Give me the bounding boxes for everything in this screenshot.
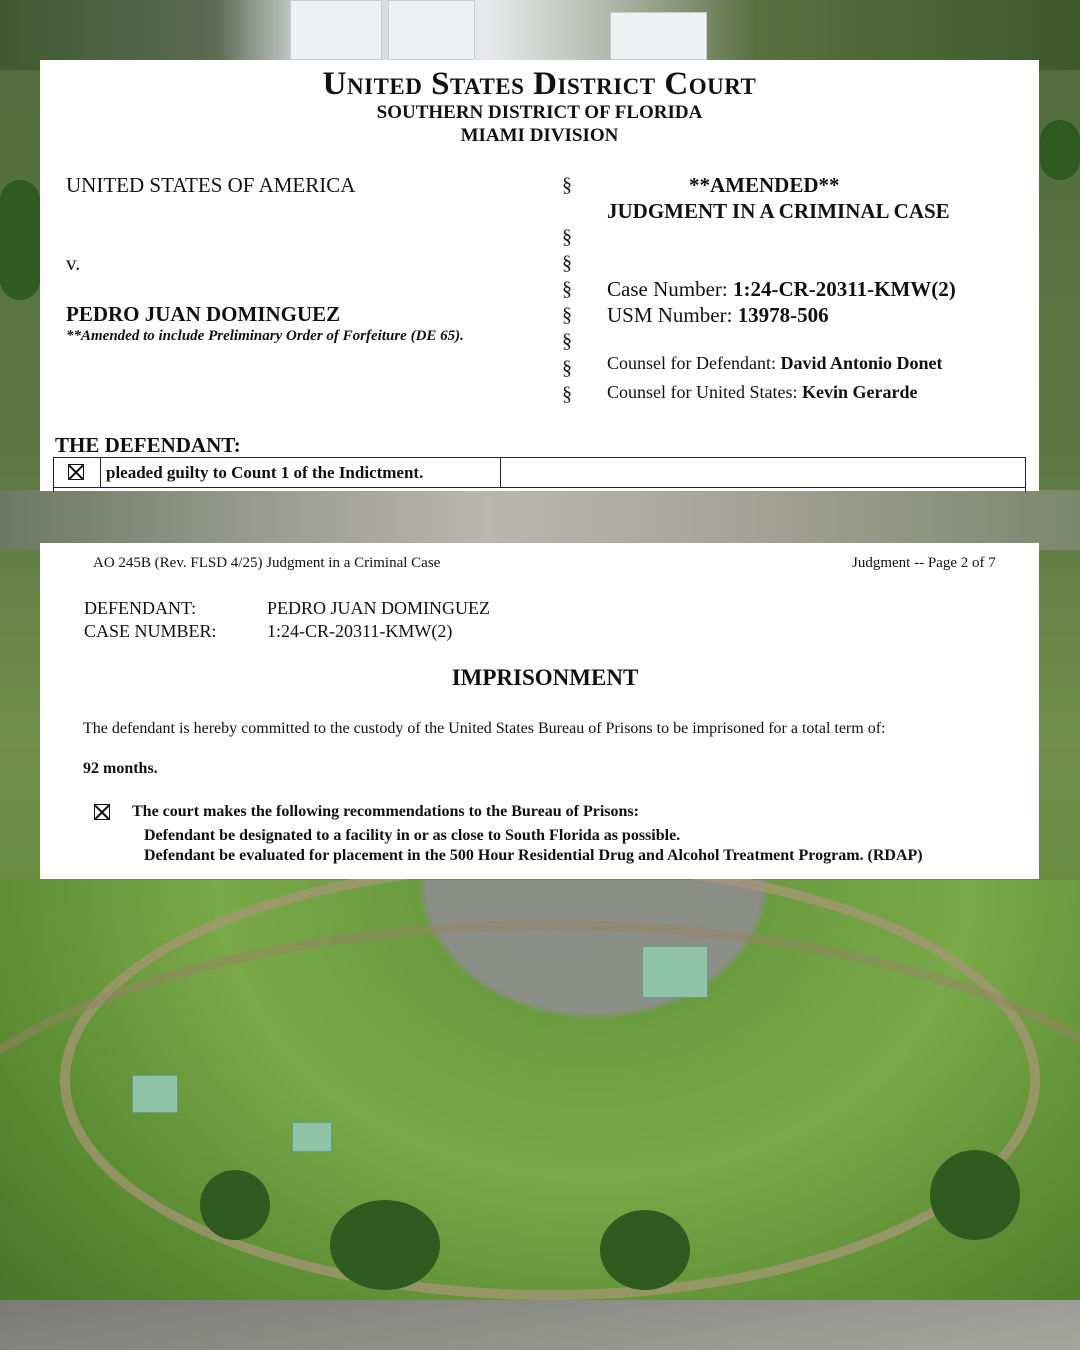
building xyxy=(610,12,707,60)
page-label: Judgment -- Page 2 of 7 xyxy=(852,555,996,571)
section-symbol: § xyxy=(562,330,572,352)
building xyxy=(388,0,475,60)
tree xyxy=(600,1210,690,1290)
plaza xyxy=(0,490,1080,550)
plea-table xyxy=(53,457,1026,492)
defendant-label: DEFENDANT: xyxy=(84,598,197,618)
section-title: IMPRISONMENT xyxy=(451,665,639,690)
counsel-us: Kevin Gerarde xyxy=(801,382,918,402)
section-symbol: § xyxy=(562,304,572,326)
case-number: 1:24-CR-20311-KMW(2) xyxy=(732,277,956,301)
form-header: AO 245B (Rev. FLSD 4/25) Judgment in a Criminal Case xyxy=(93,555,441,571)
recommendation-heading: The court makes the following recommendations to the Bureau of Prisons: xyxy=(132,803,639,820)
usm-number-label: USM Number: xyxy=(607,303,733,327)
section-symbol: § xyxy=(562,226,572,248)
checked-box-icon xyxy=(94,804,110,820)
shed xyxy=(642,946,708,998)
amended-label: **AMENDED** xyxy=(689,173,840,197)
plea-text-cell xyxy=(100,458,501,488)
recommendation-2: Defendant be evaluated for placement in the 500 Hour Residential Drug and Alcohol Treatment Program. (RDAP) xyxy=(144,847,923,864)
case-number-label: CASE NUMBER: xyxy=(84,621,217,641)
recommendation-1: Defendant be designated to a facility in or as close to South Florida as possible. xyxy=(144,827,681,844)
imprisonment-page xyxy=(40,543,1039,879)
plaintiff-name: UNITED STATES OF AMERICA xyxy=(66,173,356,197)
counsel-defendant-label: Counsel for Defendant: xyxy=(607,353,776,373)
shed xyxy=(132,1075,178,1113)
shed xyxy=(292,1122,332,1152)
defendant-name: PEDRO JUAN DOMINGUEZ xyxy=(66,302,341,326)
tree xyxy=(1040,120,1080,180)
tree xyxy=(330,1200,440,1290)
commitment-text: The defendant is hereby committed to the custody of the United States Bureau of Prisons to be imprisoned for a total term of: xyxy=(83,720,886,737)
case-number: 1:24-CR-20311-KMW(2) xyxy=(267,621,453,641)
tree xyxy=(200,1170,270,1240)
section-symbol: § xyxy=(562,278,572,300)
case-number-label: Case Number: xyxy=(607,277,728,301)
plea-text: pleaded guilty to Count 1 of the Indictment. xyxy=(106,463,424,482)
the-defendant-heading: THE DEFENDANT: xyxy=(55,433,241,457)
counsel-us-label: Counsel for United States: xyxy=(607,382,798,402)
court-title: United States District Court xyxy=(322,66,757,102)
section-symbol: § xyxy=(562,357,572,379)
amendment-note: **Amended to include Preliminary Order of Forfeiture (DE 65). xyxy=(66,328,464,344)
imprisonment-term: 92 months. xyxy=(83,760,158,777)
section-symbol: § xyxy=(562,383,572,405)
tree xyxy=(0,180,40,300)
section-symbol: § xyxy=(562,174,572,196)
versus-label: v. xyxy=(66,251,81,275)
checked-box-icon xyxy=(68,464,84,480)
path-ring xyxy=(0,920,1080,1350)
tree xyxy=(930,1150,1020,1240)
district-name: SOUTHERN DISTRICT OF FLORIDA xyxy=(376,102,703,123)
judgment-cover-page xyxy=(40,60,1039,491)
defendant-name: PEDRO JUAN DOMINGUEZ xyxy=(267,598,490,618)
section-symbol: § xyxy=(562,252,572,274)
counsel-defendant: David Antonio Donet xyxy=(780,353,943,373)
judgment-title: JUDGMENT IN A CRIMINAL CASE xyxy=(607,199,950,223)
road xyxy=(0,1300,1080,1350)
usm-number: 13978-506 xyxy=(737,303,829,327)
building xyxy=(290,0,382,60)
plea-checkbox-cell xyxy=(54,458,101,488)
division-name: MIAMI DIVISION xyxy=(460,125,619,146)
